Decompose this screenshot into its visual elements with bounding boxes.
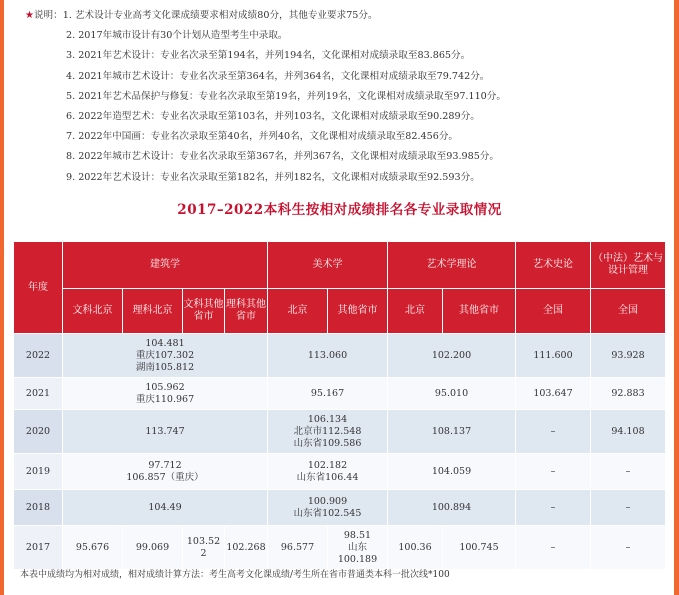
table-row bbox=[14, 526, 666, 570]
note-3: 3. 2021年艺术设计：专业名次录至第194名，并列194名，文化课相对成绩录取至83.865分。 bbox=[66, 50, 471, 62]
art-management-cell: – bbox=[591, 490, 666, 526]
table-cell: 100.36 bbox=[388, 526, 443, 570]
subheader: 理科其他省市 bbox=[225, 289, 268, 334]
group-header-architecture: 建筑学 bbox=[63, 242, 268, 289]
year-cell: 2017 bbox=[14, 526, 63, 570]
note-2: 2. 2017年城市设计有30个计划从造型考生中录取。 bbox=[66, 30, 288, 42]
year-cell: 2019 bbox=[14, 454, 63, 490]
art-theory-cell: 100.894 bbox=[388, 490, 516, 526]
art-theory-cell: 95.010 bbox=[388, 378, 516, 410]
notes-section bbox=[25, 6, 665, 188]
subheader: 其他省市 bbox=[443, 289, 516, 334]
year-cell: 2021 bbox=[14, 378, 63, 410]
note-4: 4. 2021年城市艺术设计：专业名次录至第364名，并列364名，文化课相对成绩录取至79.742分。 bbox=[66, 70, 490, 82]
architecture-cell: 104.481 重庆107.302 湖南105.812 bbox=[63, 334, 268, 378]
architecture-cell: 105.962 重庆110.967 bbox=[63, 378, 268, 410]
table-cell: 102.268 bbox=[225, 526, 268, 570]
table-cell: 99.069 bbox=[123, 526, 183, 570]
fine-arts-cell: 100.909 山东省102.545 bbox=[268, 490, 388, 526]
group-header-fine-arts: 美术学 bbox=[268, 242, 388, 289]
art-history-cell: – bbox=[516, 454, 591, 490]
note-6: 6. 2022年造型艺术：专业名次录取至第103名，并列103名，文化课相对成绩录取至90.289分。 bbox=[66, 110, 480, 122]
art-theory-cell: 102.200 bbox=[388, 334, 516, 378]
architecture-cell: 97.712 106.857（重庆） bbox=[63, 454, 268, 490]
art-management-cell: 94.108 bbox=[591, 410, 666, 454]
subheader: 北京 bbox=[268, 289, 328, 334]
group-header-art-management: （中法）艺术与设计管理 bbox=[591, 242, 666, 289]
subheader: 文科其他省市 bbox=[183, 289, 225, 334]
art-theory-cell: 108.137 bbox=[388, 410, 516, 454]
table-cell: 103.52 2 bbox=[183, 526, 225, 570]
table-cell: – bbox=[591, 526, 666, 570]
table-row bbox=[14, 490, 666, 526]
table-cell: 98.51 山东 100.189 bbox=[328, 526, 388, 570]
table-row bbox=[14, 410, 666, 454]
star-icon: ★ bbox=[25, 10, 34, 21]
year-header: 年度 bbox=[14, 242, 63, 334]
table-cell: – bbox=[516, 526, 591, 570]
admission-table bbox=[13, 241, 666, 570]
subheader: 全国 bbox=[591, 289, 666, 334]
fine-arts-cell: 113.060 bbox=[268, 334, 388, 378]
note-7: 7. 2022年中国画：专业名次录取至第40名，并列40名，文化课相对成绩录取至82.456分。 bbox=[66, 131, 459, 143]
art-history-cell: – bbox=[516, 490, 591, 526]
art-theory-cell: 104.059 bbox=[388, 454, 516, 490]
architecture-cell: 113.747 bbox=[63, 410, 268, 454]
year-cell: 2020 bbox=[14, 410, 63, 454]
subheader: 北京 bbox=[388, 289, 443, 334]
fine-arts-cell: 95.167 bbox=[268, 378, 388, 410]
subheader: 全国 bbox=[516, 289, 591, 334]
note-9: 9. 2022年艺术设计：专业名次录取至第182名，并列182名，文化课相对成绩录取至92.593分。 bbox=[66, 171, 480, 183]
subheader: 理科北京 bbox=[123, 289, 183, 334]
table-cell: 95.676 bbox=[63, 526, 123, 570]
table-title: 2017–2022本科生按相对成绩排名各专业录取情况 bbox=[177, 202, 502, 218]
subheader: 文科北京 bbox=[63, 289, 123, 334]
art-history-cell: 111.600 bbox=[516, 334, 591, 378]
year-cell: 2018 bbox=[14, 490, 63, 526]
art-history-cell: – bbox=[516, 410, 591, 454]
group-header-art-theory: 艺术学理论 bbox=[388, 242, 516, 289]
left-frame-border bbox=[0, 0, 4, 595]
fine-arts-cell: 102.182 山东省106.44 bbox=[268, 454, 388, 490]
note-5: 5. 2021年艺术品保护与修复：专业名次录取至第19名，并列19名，文化课相对成绩录取至97.110分。 bbox=[66, 90, 506, 102]
table-row bbox=[14, 454, 666, 490]
right-frame-border bbox=[674, 0, 679, 595]
table-cell: 96.577 bbox=[268, 526, 328, 570]
group-header-art-history: 艺术史论 bbox=[516, 242, 591, 289]
art-history-cell: 103.647 bbox=[516, 378, 591, 410]
table-cell: 100.745 bbox=[443, 526, 516, 570]
subheader: 其他省市 bbox=[328, 289, 388, 334]
art-management-cell: – bbox=[591, 454, 666, 490]
architecture-cell: 104.49 bbox=[63, 490, 268, 526]
table-row bbox=[14, 334, 666, 378]
note-8: 8. 2022年城市艺术设计：专业名次录取至第367名，并列367名，文化课相对成绩录取至93.985分。 bbox=[66, 151, 499, 163]
footer-note: 本表中成绩均为相对成绩，相对成绩计算方法：考生高考文化课成绩/考生所在省市普通类本科一批次线*100 bbox=[20, 570, 450, 580]
note-1 bbox=[25, 6, 665, 26]
year-cell: 2022 bbox=[14, 334, 63, 378]
art-management-cell: 93.928 bbox=[591, 334, 666, 378]
fine-arts-cell: 106.134 北京市112.548 山东省109.586 bbox=[268, 410, 388, 454]
table-row bbox=[14, 378, 666, 410]
art-management-cell: 92.883 bbox=[591, 378, 666, 410]
note-text: 说明：1. 艺术设计专业高考文化课成绩要求相对成绩80分，其他专业要求75分。 bbox=[33, 10, 378, 21]
